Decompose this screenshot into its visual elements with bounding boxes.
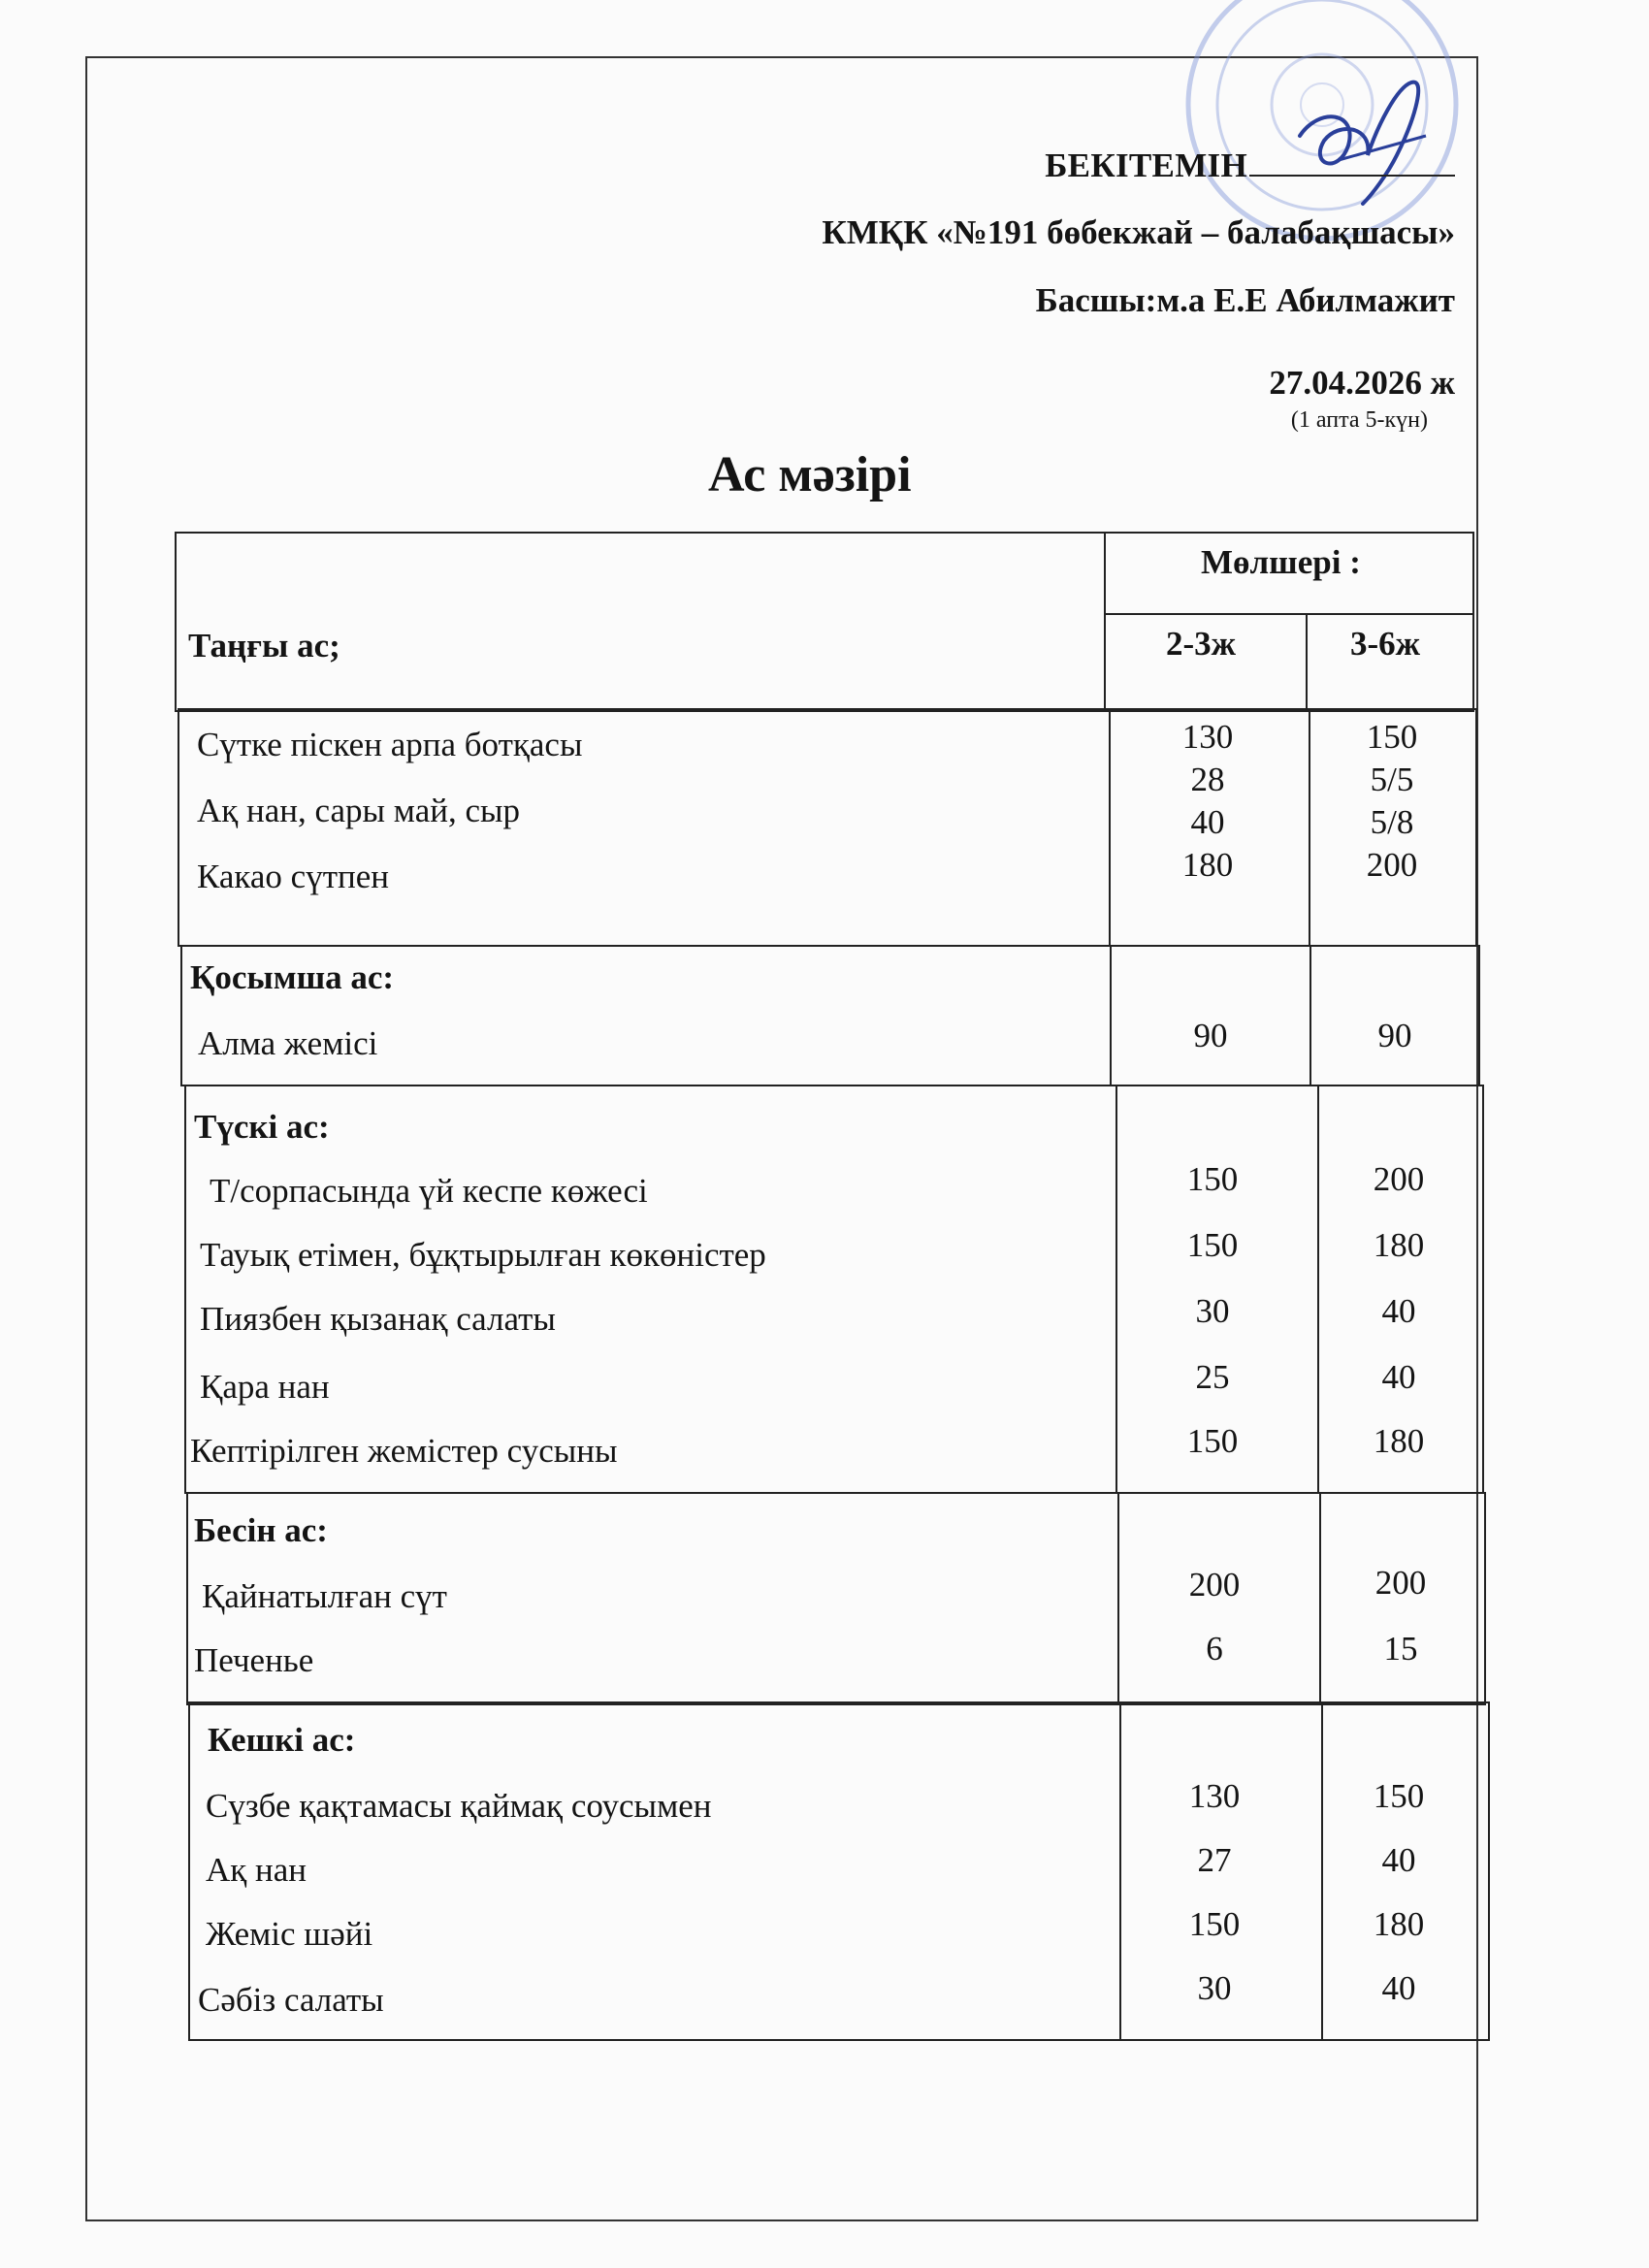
menu-item: Ақ нан, сары май, сыр bbox=[197, 792, 521, 829]
amount-2-3: 150 bbox=[1186, 1422, 1239, 1460]
amount-2-3: 30 bbox=[1197, 1969, 1232, 2007]
amount-2-3: 27 bbox=[1197, 1841, 1232, 1879]
amount-2-3: 6 bbox=[1206, 1630, 1223, 1668]
amount-3-6: 150 bbox=[1366, 718, 1418, 756]
afternoon-label: Бесін ас: bbox=[194, 1511, 328, 1549]
menu-item: Сүтке піскен арпа ботқасы bbox=[197, 726, 583, 763]
lunch-section bbox=[184, 1085, 1484, 1494]
amount-header: Мөлшері : bbox=[1201, 543, 1361, 581]
amount-3-6: 180 bbox=[1373, 1905, 1425, 1943]
amount-3-6: 200 bbox=[1374, 1564, 1427, 1602]
menu-item: Қара нан bbox=[200, 1368, 330, 1406]
amount-2-3: 150 bbox=[1186, 1226, 1239, 1264]
breakfast-label: Таңғы ас; bbox=[188, 627, 340, 664]
menu-item: Ақ нан bbox=[206, 1851, 307, 1889]
amount-3-6: 15 bbox=[1383, 1630, 1418, 1668]
column-header-3-6: 3-6ж bbox=[1350, 625, 1421, 663]
menu-item: Сәбіз салаты bbox=[198, 1981, 384, 2019]
breakfast-section bbox=[178, 708, 1477, 947]
afternoon-section bbox=[186, 1492, 1486, 1705]
amount-2-3: 200 bbox=[1188, 1566, 1241, 1604]
amount-3-6: 5/8 bbox=[1370, 803, 1414, 841]
menu-item: Алма жемісі bbox=[198, 1024, 378, 1062]
menu-item: Какао сүтпен bbox=[197, 858, 390, 895]
menu-item: Кептірілген жемістер сусыны bbox=[190, 1432, 618, 1470]
menu-date: 27.04.2026 ж bbox=[1269, 364, 1455, 402]
approve-label: БЕКІТЕМІН bbox=[1045, 146, 1455, 185]
amount-2-3: 180 bbox=[1181, 846, 1234, 884]
amount-3-6: 180 bbox=[1373, 1226, 1425, 1264]
menu-item: Тауық етімен, бұқтырылған көкөністер bbox=[200, 1236, 766, 1274]
amount-3-6: 90 bbox=[1377, 1017, 1412, 1054]
dinner-section bbox=[188, 1701, 1490, 2041]
amount-3-6: 40 bbox=[1381, 1841, 1416, 1879]
head-name: Басшы:м.а Е.Е Абилмажит bbox=[1035, 281, 1455, 319]
amount-2-3: 90 bbox=[1193, 1017, 1228, 1054]
page-title: Ас мәзірі bbox=[708, 447, 912, 502]
amount-2-3: 150 bbox=[1188, 1905, 1241, 1943]
snack-label: Қосымша ас: bbox=[190, 958, 395, 996]
signature-line bbox=[1249, 146, 1455, 177]
menu-item: Сүзбе қақтамасы қаймақ соусымен bbox=[206, 1787, 712, 1825]
amount-3-6: 150 bbox=[1373, 1777, 1425, 1815]
amount-2-3: 130 bbox=[1188, 1777, 1241, 1815]
signature bbox=[1280, 68, 1445, 213]
amount-2-3: 25 bbox=[1195, 1358, 1230, 1396]
amount-3-6: 40 bbox=[1381, 1969, 1416, 2007]
menu-item: Т/сорпасында үй кеспе көжесі bbox=[210, 1172, 648, 1210]
menu-item: Печенье bbox=[194, 1641, 314, 1679]
lunch-label: Түскі ас: bbox=[194, 1108, 330, 1146]
amount-2-3: 130 bbox=[1181, 718, 1234, 756]
amount-2-3: 40 bbox=[1190, 803, 1225, 841]
amount-2-3: 30 bbox=[1195, 1292, 1230, 1330]
menu-item: Қайнатылған сүт bbox=[202, 1577, 447, 1615]
week-day-label: (1 апта 5-күн) bbox=[1290, 407, 1428, 433]
amount-3-6: 200 bbox=[1366, 846, 1418, 884]
organization-name: КМҚК «№191 бөбекжай – балабақшасы» bbox=[822, 213, 1455, 251]
amount-3-6: 5/5 bbox=[1370, 761, 1414, 798]
amount-2-3: 28 bbox=[1190, 761, 1225, 798]
column-header-2-3: 2-3ж bbox=[1166, 625, 1237, 663]
amount-2-3: 150 bbox=[1186, 1160, 1239, 1198]
amount-3-6: 200 bbox=[1373, 1160, 1425, 1198]
amount-3-6: 180 bbox=[1373, 1422, 1425, 1460]
dinner-label: Кешкі ас: bbox=[208, 1721, 356, 1759]
table-header bbox=[175, 532, 1474, 712]
menu-item: Пиязбен қызанақ салаты bbox=[200, 1300, 556, 1338]
amount-3-6: 40 bbox=[1381, 1358, 1416, 1396]
amount-3-6: 40 bbox=[1381, 1292, 1416, 1330]
snack-section bbox=[180, 945, 1480, 1086]
menu-item: Жеміс шәйі bbox=[206, 1915, 373, 1953]
